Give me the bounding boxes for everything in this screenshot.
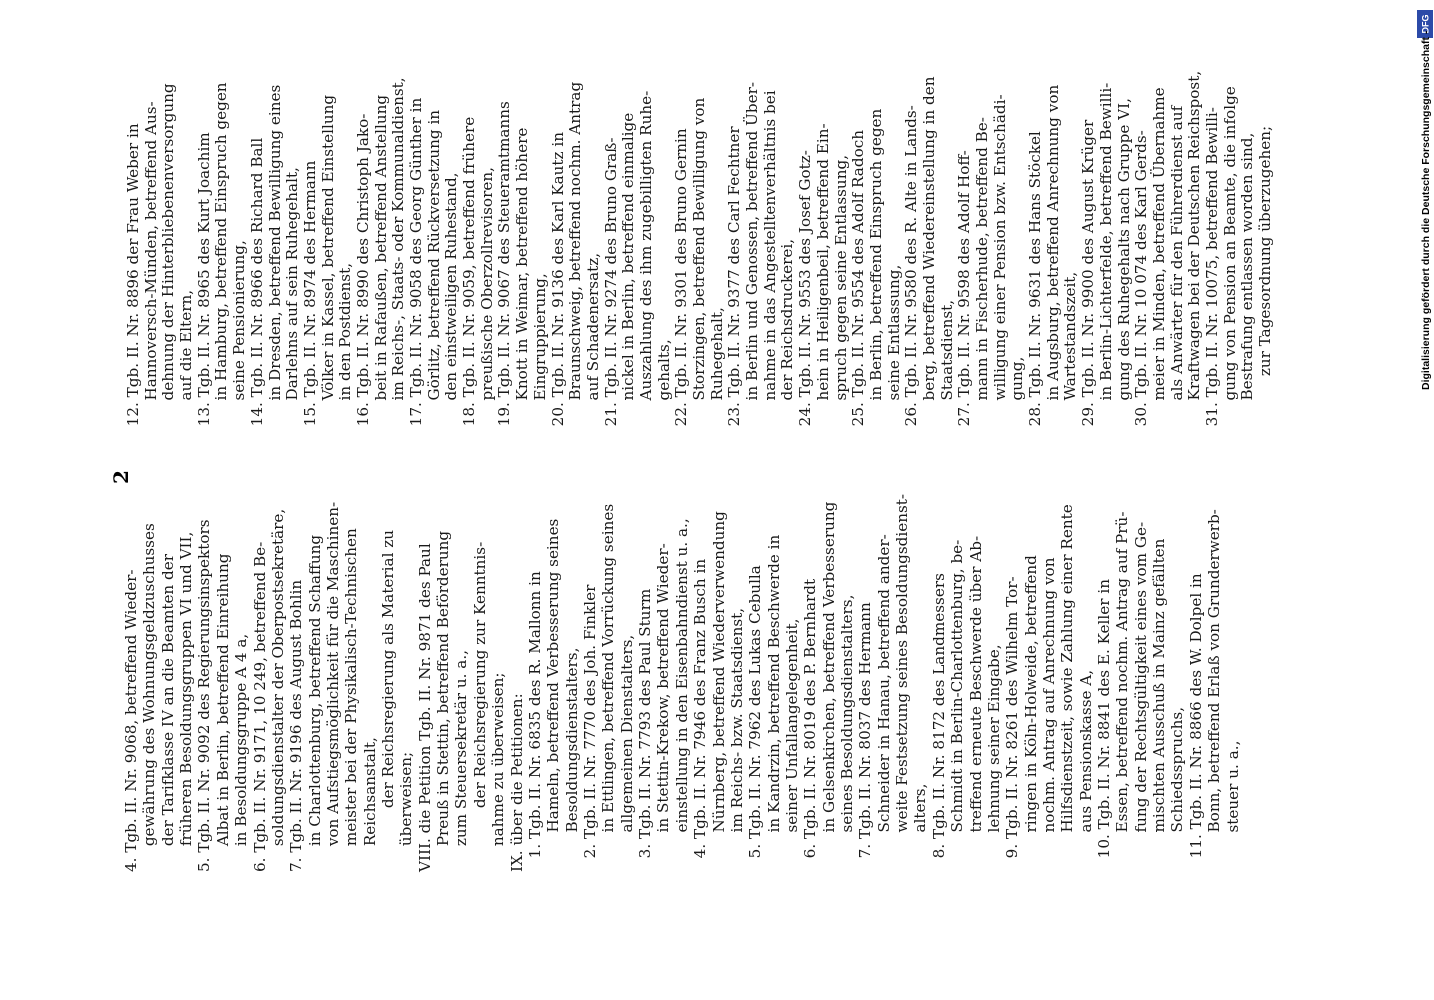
text-line: 29. Tgb. II. Nr. 9900 des August Krüger (1079, 119, 1098, 427)
text-line: Braunschweig, betreffend nochm. Antrag (566, 81, 585, 401)
text-line: 6. Tgb. II. Nr. 9171, 10 249, betreffend Be- (250, 541, 269, 872)
text-line: Kraftwagen bei der Deutschen Reichspost, (1185, 70, 1204, 401)
text-line: 3. Tgb. II. Nr. 7793 des Paul Sturm (636, 588, 655, 859)
text-line: 14. Tgb. II. Nr. 8966 des Richard Ball (247, 137, 266, 427)
text-line: steuer u. a., (1223, 740, 1242, 833)
text-line: 9. Tgb. II. Nr. 8261 des Wilhelm Tor- (1003, 576, 1022, 859)
text-line: treffend erneute Beschwerde über Ab- (966, 535, 985, 833)
text-line: Knott in Weimar, betreffend höhere (513, 127, 532, 401)
text-line: aus Pensionskasse A, (1076, 669, 1095, 833)
text-line: in Berlin-Lichterfelde, betreffend Bewilli- (1096, 82, 1115, 401)
text-line: 28. Tgb. II. Nr. 9631 des Hans Stöckel (1026, 131, 1045, 427)
text-line: Preuß in Stettin, betreffend Beförderung (434, 530, 453, 847)
text-line: 4. Tgb. II. Nr. 7946 des Franz Busch in (691, 558, 710, 859)
text-line: zur Tagesordnung überzugehen; (1256, 125, 1274, 377)
text-line: in Berlin und Genossen, betreffend Über- (743, 82, 762, 401)
text-line: Hannoversch-Münden, betreffend Aus- (141, 101, 160, 401)
text-line: fung der Rechtsgültigkeit eines vom Ge- (1131, 521, 1150, 833)
text-line: 6. Tgb. II. Nr. 8019 des P. Bernhardt (801, 578, 820, 859)
text-line: ringen in Köln-Holweide, betreffend (1021, 555, 1040, 833)
text-line: Bonn, betreffend Erlaß von Grunderwerb- (1205, 509, 1224, 833)
text-line: Nürnberg, betreffend Wiederverwendung (709, 511, 728, 833)
text-line: Görlitz, betreffend Rückversetzung in (424, 109, 443, 401)
text-line: in Ettlingen, betreffend Vorrückung seines (599, 503, 618, 833)
text-line: soldungsdienstalter der Oberpostsekretäre, (268, 508, 287, 847)
text-line: auf Schadenersatz, (583, 252, 602, 401)
text-line: allgemeinen Dienstalters, (617, 634, 636, 833)
text-line: der Reichsdruckerei, (778, 238, 797, 401)
text-line: 20. Tgb. II. Nr. 9136 des Karl Kautz in (548, 132, 567, 427)
text-line: 11. Tgb. II. Nr. 8866 des W. Dolpel in (1186, 573, 1205, 859)
text-line: Hilfsdienstzeit, sowie Zahlung einer Rente (1058, 504, 1077, 833)
text-line: Eingruppierung, (530, 273, 549, 401)
text-line: Wartestandszeit, (1061, 271, 1080, 401)
text-line: 7. Tgb. II. Nr. 9196 des August Bohlin (287, 579, 306, 872)
text-line: seine Entlassung, (884, 264, 903, 401)
text-line: Schmidt in Berlin-Charlottenburg, be- (948, 539, 967, 833)
text-line: berg, betreffend Wiedereinstellung in den (919, 76, 938, 401)
text-line: einstellung in den Eisenbahndienst u. a., (672, 518, 691, 833)
text-line: 2. Tgb. II. Nr. 7770 des Joh. Finkler (580, 584, 599, 859)
text-line: 24. Tgb. II. Nr. 9553 des Josef Gotz- (796, 150, 815, 427)
text-line: 1. Tgb. II. Nr. 6835 des R. Mallonn in (525, 571, 544, 859)
text-line: Besoldungsdienstalters, (562, 647, 581, 833)
text-line: in Kandrzin, betreffend Beschwerde in (764, 534, 783, 833)
text-line: in Dresden, betreffend Bewilligung eines (265, 84, 284, 401)
text-line: den einstweiligen Ruhestand, (442, 172, 461, 401)
text-line: mischten Ausschuß in Mainz gefällten (1150, 538, 1169, 833)
text-line: dehnung der Hinterbliebenenversorgung (159, 83, 178, 401)
text-line: überweisen; (397, 751, 416, 847)
text-line: preußische Oberzollrevisoren, (477, 167, 496, 401)
text-line: zum Steuersekretär u. a., (452, 650, 471, 847)
text-line: gung, (1008, 356, 1027, 401)
text-line: nahme in das Angestelltenverhältnis bei (760, 90, 779, 401)
right-column (124, 70, 1275, 440)
text-line: 25. Tgb. II. Nr. 9554 des Adolf Radoch (849, 129, 868, 427)
text-line: 10. Tgb. II. Nr. 8841 des E. Keller in (1095, 579, 1114, 859)
text-line: IX. über die Petitionen: (507, 693, 526, 872)
text-line: nickel in Berlin, betreffend einmalige (619, 112, 638, 401)
text-line: 5. Tgb. II. Nr. 9092 des Regierungsinspektors (195, 519, 214, 872)
text-line: 7. Tgb. II. Nr. 8037 des Hermann (856, 602, 875, 859)
text-line: der Reichsregierung zur Kenntnis- (470, 541, 489, 809)
text-line: Auszahlung des ihm zugebilligten Ruhe- (636, 90, 655, 401)
text-line: in Stettin-Krekow, betreffend Wieder- (654, 543, 673, 833)
text-line: beit in Rafaußen, betreffend Anstellung (371, 94, 390, 401)
text-line: Hameln, betreffend Verbesserung seines (544, 518, 563, 833)
text-line: Storzingen, betreffend Bewilligung von (690, 97, 708, 401)
text-line: 21. Tgb. II. Nr. 9274 des Bruno Graß- (601, 137, 620, 427)
text-line: 8. Tgb. II. Nr. 8172 des Landmessers (929, 573, 948, 859)
text-line: hein in Heiligenbeil, betreffend Ein- (813, 123, 832, 401)
text-line: Ruhegehalt, (707, 307, 726, 401)
text-line: von Aufstiegsmöglichkeit für die Maschinen- (323, 501, 342, 847)
text-line: in Hamburg, betreffend Einspruch gegen (212, 82, 231, 401)
text-line: als Anwärter für den Führerdienst auf (1167, 105, 1186, 401)
text-line: 19. Tgb. II. Nr. 9067 des Steueramtmanns (495, 101, 514, 427)
text-line: nahme zu überweisen; (489, 672, 508, 847)
text-line: seine Pensionierung, (230, 240, 249, 401)
text-line: auf die Eltern, (177, 289, 196, 401)
text-line: 17. Tgb. II. Nr. 9058 des Georg Günther in (407, 97, 425, 427)
text-line: 27. Tgb. II. Nr. 9598 des Adolf Hoff- (955, 150, 974, 427)
text-line: 12. Tgb. II. Nr. 8896 der Frau Weber in (124, 123, 142, 427)
digitization-credit: Digitalisierung gefördert durch die Deutsche Forschungsgemeinschaft - (1420, 30, 1432, 390)
text-line: früheren Besoldungsgruppen VI und VII, (177, 531, 196, 847)
text-line: Essen, betreffend nochm. Antrag auf Prü- (1113, 511, 1132, 833)
text-line: Völker in Kassel, betreffend Einstellung (318, 94, 337, 401)
text-line: 31. Tgb. II. Nr. 10075, betreffend Bewilli- (1202, 107, 1221, 427)
text-line: Schiedsspruchs, (1168, 706, 1187, 833)
left-column (122, 492, 1242, 872)
text-line: alters, (911, 783, 930, 833)
text-line: willigung einer Pension bzw. Entschädi- (990, 94, 1009, 401)
text-line: Reichsanstalt, (360, 737, 379, 847)
text-line: 13. Tgb. II. Nr. 8965 des Kurt Joachim (194, 132, 213, 427)
text-line: der Reichsregierung als Material zu (379, 529, 398, 809)
page-number: 2 (109, 470, 133, 484)
text-line: im Reichs- bzw. Staatsdienst, (727, 607, 746, 833)
text-line: 5. Tgb. II. Nr. 7962 des Lukas Cebulla (746, 565, 765, 859)
text-line: 23. Tgb. II. Nr. 9377 des Carl Fechtner (725, 126, 744, 427)
text-line: der Tarifklasse IV an die Beamten der (158, 553, 177, 847)
text-line: gung von Pension an Beamte, die infolge (1220, 86, 1239, 401)
text-line: 22. Tgb. II. Nr. 9301 des Bruno Gernin (672, 128, 691, 427)
text-line: seiner Unfallangelegenheit, (782, 618, 801, 833)
text-line: im Reichs-, Staats- oder Kommunaldienst, (389, 77, 408, 401)
text-line: gewährung des Wohnungsgeldzuschusses (140, 523, 159, 847)
text-line: Schneider in Hanau, betreffend ander- (874, 534, 893, 833)
text-line: nochm. Antrag auf Anrechnung von (1039, 557, 1058, 833)
text-line: Albat in Berlin, betreffend Einreihung (213, 553, 232, 847)
text-line: in Berlin, betreffend Einspruch gegen (866, 108, 885, 401)
text-line: 16. Tgb. II. Nr. 8990 des Christoph Jako- (353, 113, 372, 427)
text-line: gehalts, (654, 339, 673, 401)
text-line: in Gelsenkirchen, betreffend Verbesserung (819, 501, 838, 833)
text-line: 15. Tgb. II. Nr. 8974 des Hermann (300, 160, 319, 427)
text-line: in Besoldungsgruppe A 4 a, (232, 633, 251, 847)
text-line: gung des Ruhegehalts nach Gruppe VI, (1114, 98, 1133, 401)
text-line: 26. Tgb. II. Nr. 9580 des R. Alte in Lands- (902, 105, 921, 427)
text-line: 30. Tgb. II. Nr. 10 074 des Karl Gerds- (1132, 130, 1151, 427)
text-line: spruch gegen seine Entlassung, (831, 154, 850, 401)
text-line: Staatsdienst, (937, 299, 956, 401)
text-line: in Charlottenburg, betreffend Schaffung (305, 534, 324, 847)
text-line: mann in Fischerhude, betreffend Be- (973, 117, 991, 401)
text-line: meier in Minden, betreffend Übernahme (1149, 87, 1168, 401)
text-line: 4. Tgb. II. Nr. 9068, betreffend Wieder- (122, 569, 140, 872)
text-line: meister bei der Physikalisch-Technischen (342, 528, 361, 847)
text-line: weite Festsetzung seines Besoldungsdienst- (893, 493, 912, 833)
text-line: Darlehns auf sein Ruhegehalt, (283, 167, 302, 401)
text-line: in den Postdienst, (336, 262, 355, 401)
text-line: Bestrafung entlassen worden sind, (1238, 132, 1257, 401)
dfg-logo-text: DFG (1420, 14, 1430, 34)
text-line: VIII. die Petition Tgb. II. Nr. 9871 des Paul (415, 543, 434, 872)
text-line: in Augsburg, betreffend Anrechnung von (1043, 84, 1062, 401)
text-line: seines Besoldungsdienstalters, (838, 594, 857, 833)
text-line: lehnung seiner Eingabe, (984, 644, 1003, 833)
text-line: 18. Tgb. II. Nr. 9059, betreffend frühere (460, 116, 479, 427)
